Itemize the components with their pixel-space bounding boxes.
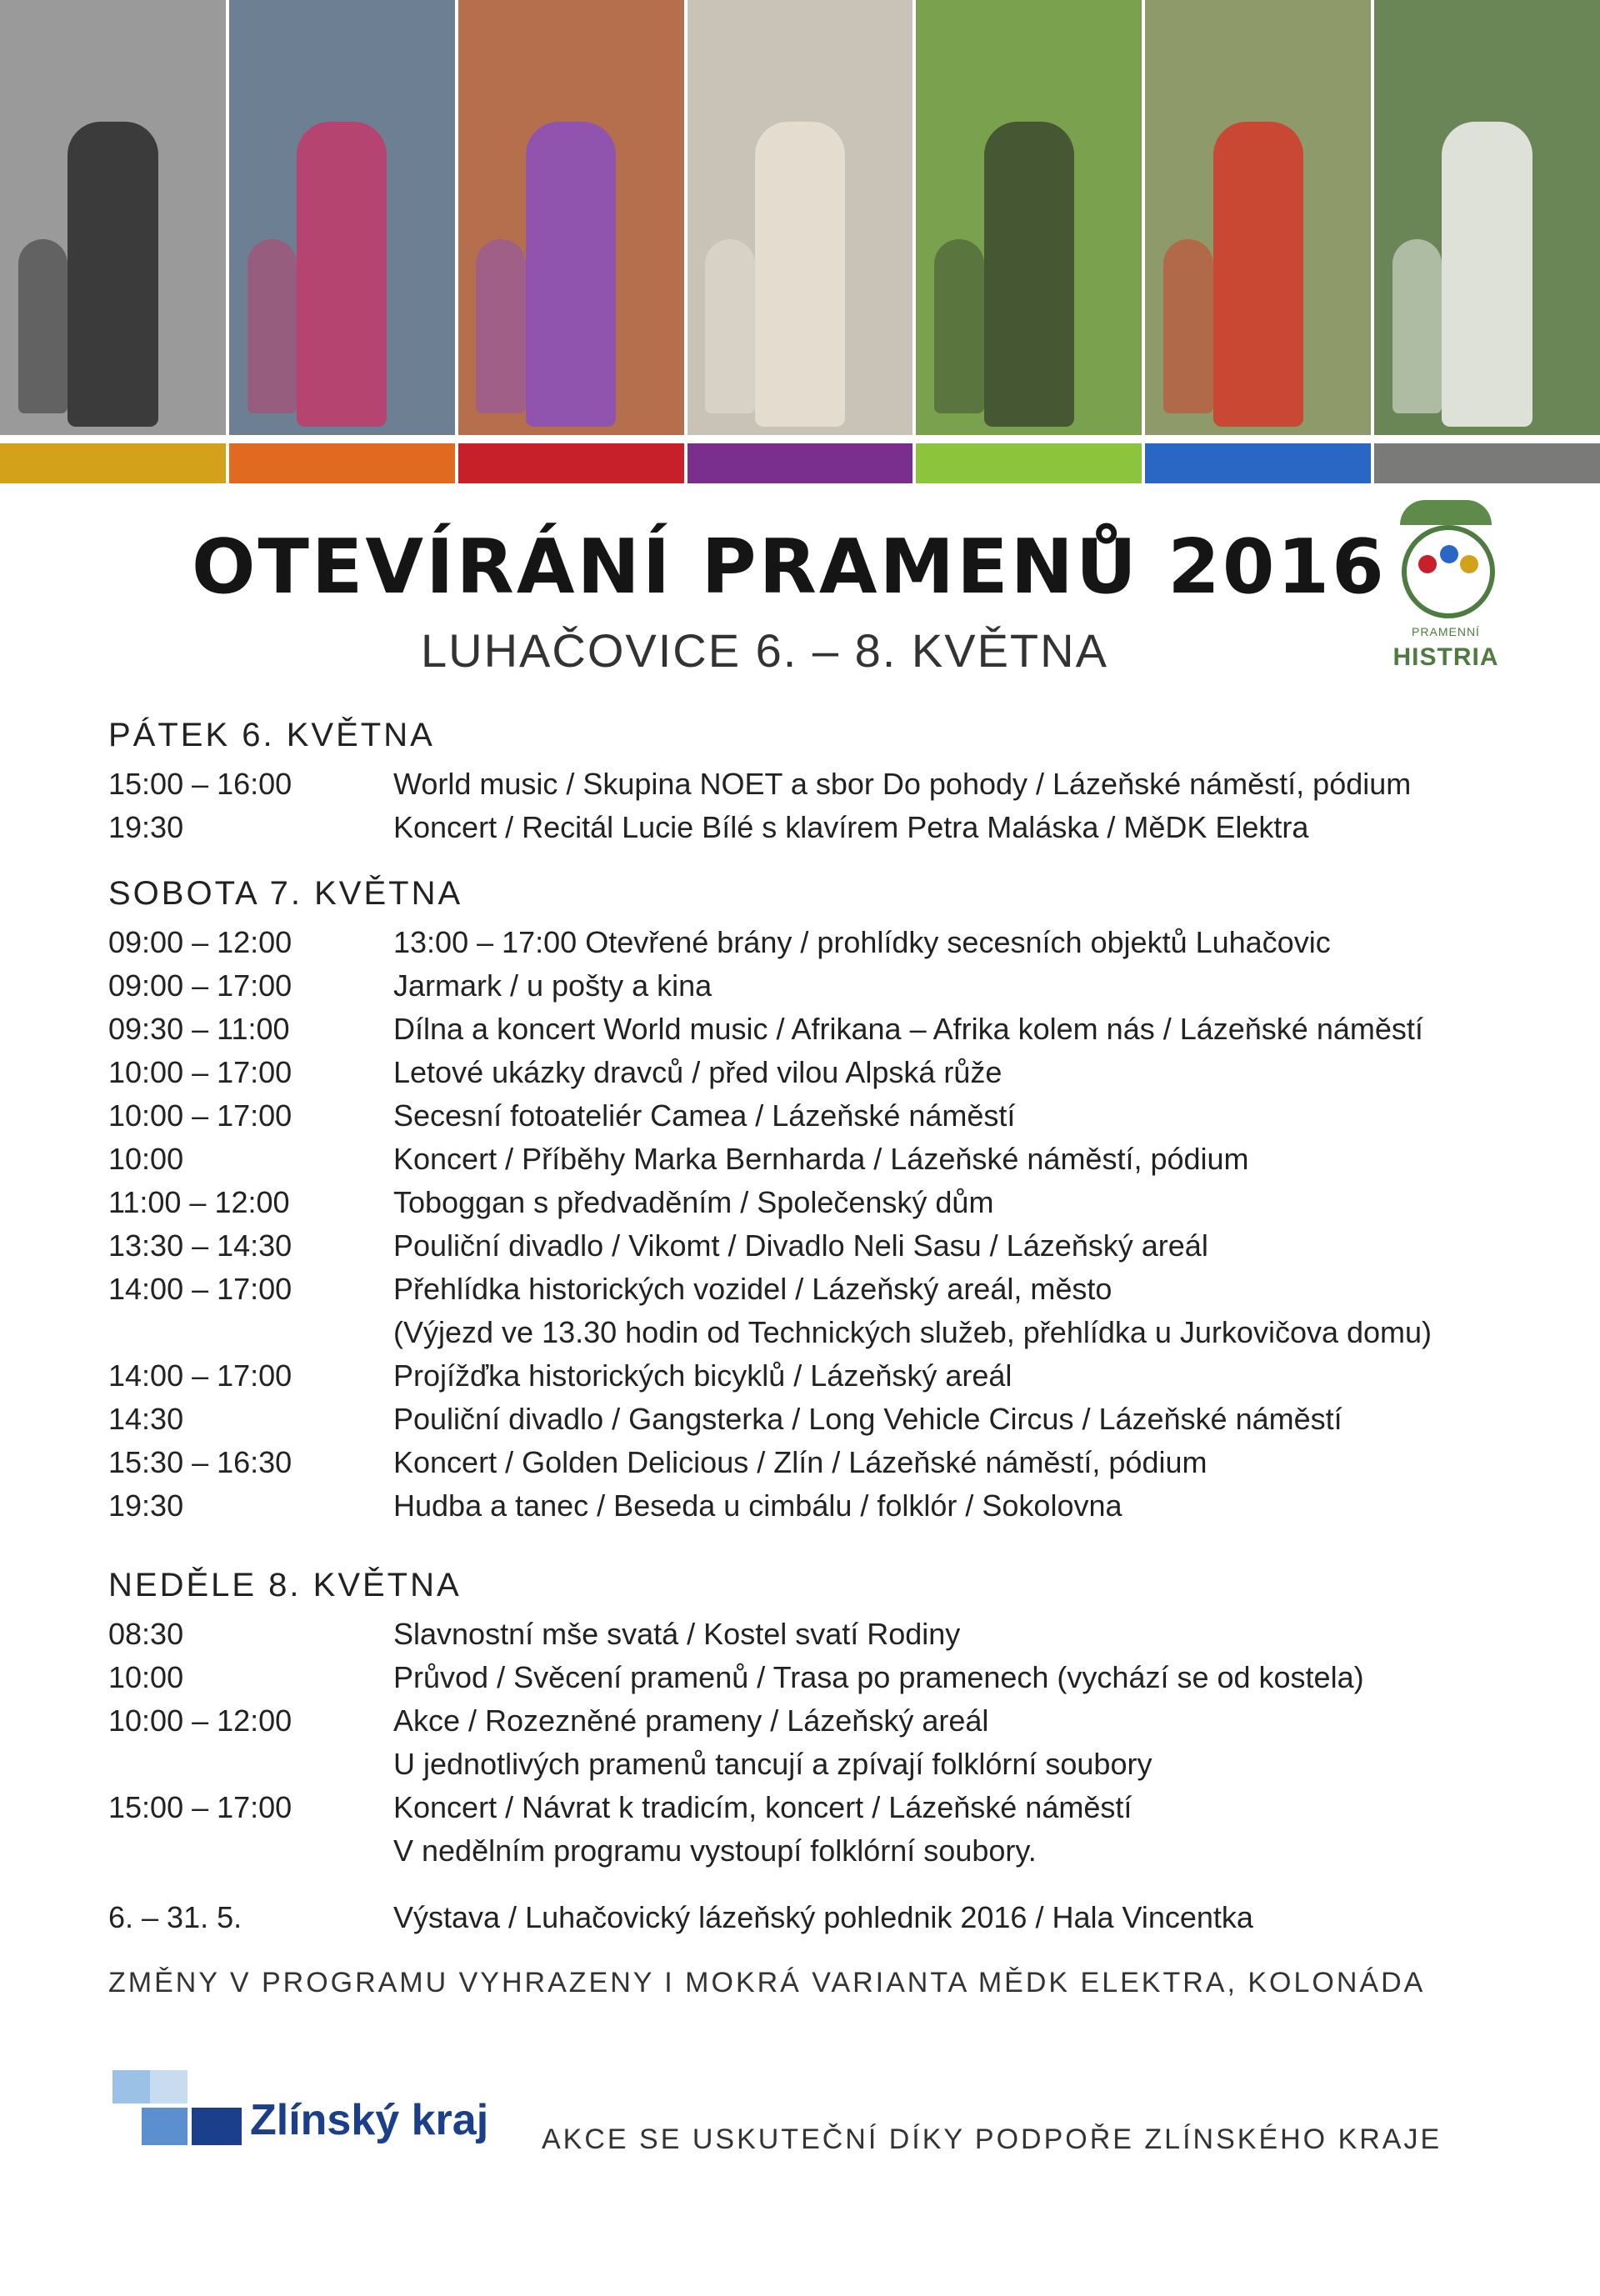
page-title: OTEVÍRÁNÍ PRAMENŮ 2016	[192, 523, 1387, 611]
page-subtitle: LUHAČOVICE 6. – 8. KVĚTNA	[421, 624, 1108, 677]
spring-emblem-icon	[1402, 525, 1495, 618]
event-description: Pouliční divadlo / Vikomt / Divadlo Neli Sasu / Lázeňský areál	[393, 1228, 1208, 1263]
event-description: Akce / Rozezněné prameny / Lázeňský areál	[393, 1703, 989, 1738]
event-time: 14:00 – 17:00	[108, 1358, 292, 1393]
exhibition-event: Výstava / Luhačovický lázeňský pohlednik 2016 / Hala Vincentka	[393, 1900, 1253, 1934]
exhibition-time: 6. – 31. 5.	[108, 1900, 242, 1934]
color-band	[688, 443, 913, 483]
event-time: 15:00 – 17:00	[108, 1790, 292, 1824]
event-description: Koncert / Recitál Lucie Bílé s klavírem Petra Maláska / MěDK Elektra	[393, 810, 1309, 844]
leaf-icon	[1400, 500, 1492, 525]
event-description: Přehlídka historických vozidel / Lázeňský areál, město	[393, 1272, 1112, 1306]
event-time: 13:30 – 14:30	[108, 1228, 292, 1263]
craft-market-photo	[688, 0, 913, 483]
zlinsky-kraj-logo	[112, 2070, 496, 2162]
color-band	[0, 443, 226, 483]
event-description: Koncert / Golden Delicious / Zlín / Lázeňské náměstí, pódium	[393, 1445, 1208, 1479]
event-description: (Výjezd ve 13.30 hodin od Technických služeb, přehlídka u Jurkovičova domu)	[393, 1315, 1432, 1349]
event-time: 11:00 – 12:00	[108, 1185, 290, 1219]
event-description: Toboggan s předvaděním / Společenský dům	[393, 1185, 994, 1219]
photo-strip	[0, 0, 1600, 483]
photo-image	[1374, 0, 1600, 435]
color-band	[1145, 443, 1371, 483]
photo-image	[0, 0, 226, 435]
day-heading: PÁTEK 6. KVĚTNA	[108, 717, 435, 753]
event-time: 15:30 – 16:30	[108, 1445, 292, 1479]
support-note: AKCE SE USKUTEČNÍ DÍKY PODPOŘE ZLÍNSKÉHO KRAJE	[542, 2123, 1442, 2155]
event-description: Hudba a tanec / Beseda u cimbálu / folklór / Sokolovna	[393, 1488, 1122, 1523]
region-name: Zlínský kraj	[250, 2096, 489, 2144]
event-time: 10:00 – 17:00	[108, 1098, 292, 1133]
photo-image	[229, 0, 455, 435]
event-description: Dílna a koncert World music / Afrikana – Afrika kolem nás / Lázeňské náměstí	[393, 1012, 1423, 1046]
event-time: 10:00	[108, 1660, 184, 1694]
photo-image	[688, 0, 913, 435]
festival-crowd-photo	[229, 0, 455, 483]
event-time: 10:00	[108, 1142, 184, 1176]
color-band	[916, 443, 1142, 483]
event-time: 15:00 – 16:00	[108, 767, 292, 801]
event-time: 09:00 – 12:00	[108, 925, 292, 959]
event-time: 10:00 – 17:00	[108, 1055, 292, 1089]
event-time: 10:00 – 12:00	[108, 1703, 292, 1738]
event-description: Letové ukázky dravců / před vilou Alpská růže	[393, 1055, 1002, 1089]
logo-text-bottom: HISTRIA	[1392, 643, 1499, 671]
event-description: V nedělním programu vystoupí folklórní soubory.	[393, 1833, 1037, 1868]
event-description: Koncert / Návrat k tradicím, koncert / Lázeňské náměstí	[393, 1790, 1132, 1824]
event-time: 09:30 – 11:00	[108, 1012, 290, 1046]
folk-dancers-photo	[1145, 0, 1371, 483]
event-description: Projížďka historických bicyklů / Lázeňský areál	[393, 1358, 1012, 1393]
festival-logo	[1383, 500, 1508, 683]
logo-text-top: PRAMENNÍ	[1412, 625, 1480, 638]
stilt-walkers-photo	[0, 0, 226, 483]
event-description: Průvod / Svěcení pramenů / Trasa po pramenech (vychází se od kostela)	[393, 1660, 1364, 1694]
photo-image	[458, 0, 684, 435]
program-notice: ZMĚNY V PROGRAMU VYHRAZENY I MOKRÁ VARIANTA MĚDK ELEKTRA, KOLONÁDA	[108, 1967, 1426, 1998]
event-description: U jednotlivých pramenů tancují a zpívají folklórní soubory	[393, 1747, 1152, 1781]
event-description: Jarmark / u pošty a kina	[393, 968, 712, 1003]
color-band	[1374, 443, 1600, 483]
event-time: 14:00 – 17:00	[108, 1272, 292, 1306]
event-time: 14:30	[108, 1402, 184, 1436]
procession-photo	[1374, 0, 1600, 483]
drummer-photo	[458, 0, 684, 483]
event-description: World music / Skupina NOET a sbor Do pohody / Lázeňské náměstí, pódium	[393, 767, 1412, 801]
color-band	[458, 443, 684, 483]
event-time: 09:00 – 17:00	[108, 968, 292, 1003]
photo-image	[1145, 0, 1371, 435]
event-description: 13:00 – 17:00 Otevřené brány / prohlídky secesních objektů Luhačovic	[393, 925, 1331, 959]
penny-farthing-photo	[916, 0, 1142, 483]
color-band	[229, 443, 455, 483]
photo-image	[916, 0, 1142, 435]
event-time: 19:30	[108, 1488, 184, 1523]
day-heading: SOBOTA 7. KVĚTNA	[108, 875, 463, 912]
event-description: Pouliční divadlo / Gangsterka / Long Vehicle Circus / Lázeňské náměstí	[393, 1402, 1342, 1436]
event-time: 19:30	[108, 810, 184, 844]
event-description: Secesní fotoateliér Camea / Lázeňské náměstí	[393, 1098, 1016, 1133]
event-description: Slavnostní mše svatá / Kostel svatí Rodiny	[393, 1617, 961, 1651]
event-description: Koncert / Příběhy Marka Bernharda / Lázeňské náměstí, pódium	[393, 1142, 1249, 1176]
event-time: 08:30	[108, 1617, 184, 1651]
day-heading: NEDĚLE 8. KVĚTNA	[108, 1567, 462, 1603]
